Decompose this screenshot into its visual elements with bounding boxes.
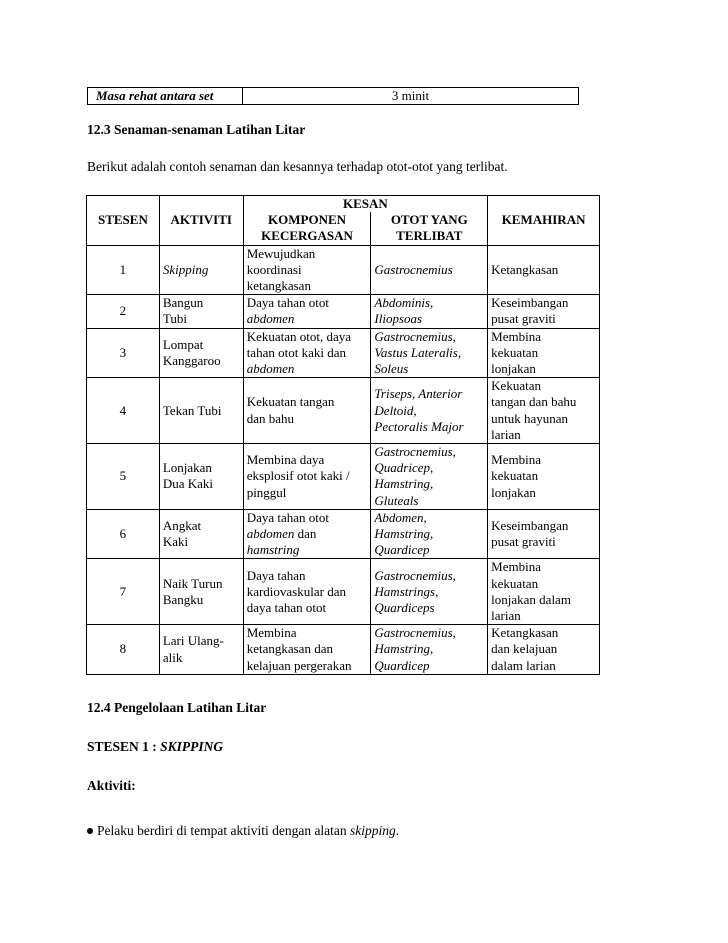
cell-otot: Abdomen, Hamstring, Quardicep: [371, 509, 488, 559]
cell-otot: Gastrocnemius, Vastus Lateralis, Soleus: [371, 328, 488, 378]
cell-otot: Gastrocnemius, Hamstrings, Quardiceps: [371, 559, 488, 625]
table-row: [87, 559, 600, 625]
cell-kemahiran: Ketangkasan dan kelajuan dalam larian: [488, 625, 600, 675]
cell-stesen: 6: [87, 509, 160, 559]
cell-komponen: Kekuatan tangan dan bahu: [243, 378, 371, 444]
cell-komponen: Daya tahan kardiovaskular dan daya tahan otot: [243, 559, 371, 625]
cell-aktiviti: Lompat Kanggaroo: [159, 328, 243, 378]
cell-komponen: Daya tahan otot abdomen: [243, 295, 371, 328]
header-otot: OTOT YANG TERLIBAT: [371, 212, 488, 245]
rest-label: Masa rehat antara set: [88, 88, 243, 105]
cell-aktiviti: Tekan Tubi: [159, 378, 243, 444]
header-komponen: KOMPONEN KECERGASAN: [243, 212, 371, 245]
table-row: [87, 245, 600, 295]
cell-aktiviti: Bangun Tubi: [159, 295, 243, 328]
cell-stesen: 8: [87, 625, 160, 675]
cell-stesen: 4: [87, 378, 160, 444]
cell-aktiviti: Angkat Kaki: [159, 509, 243, 559]
stesen-1-heading: STESEN 1 : SKIPPING: [87, 739, 224, 754]
bullet-icon: [87, 828, 93, 834]
table-row: [87, 509, 600, 559]
cell-aktiviti: Lari Ulang- alik: [159, 625, 243, 675]
cell-aktiviti: Lonjakan Dua Kaki: [159, 444, 243, 510]
cell-otot: Gastrocnemius: [371, 245, 488, 295]
cell-komponen: Daya tahan otot abdomen dan hamstring: [243, 509, 371, 559]
cell-aktiviti: Naik Turun Bangku: [159, 559, 243, 625]
cell-kemahiran: Membina kekuatan lonjakan: [488, 328, 600, 378]
cell-otot: Triseps, Anterior Deltoid, Pectoralis Major: [371, 378, 488, 444]
cell-kemahiran: Keseimbangan pusat graviti: [488, 295, 600, 328]
table-row: [87, 625, 600, 675]
cell-aktiviti: Skipping: [159, 245, 243, 295]
rest-time-table: [87, 87, 579, 105]
cell-kemahiran: Keseimbangan pusat graviti: [488, 509, 600, 559]
cell-stesen: 3: [87, 328, 160, 378]
header-kemahiran: KEMAHIRAN: [488, 196, 600, 246]
cell-kemahiran: Membina kekuatan lonjakan dalam larian: [488, 559, 600, 625]
cell-stesen: 5: [87, 444, 160, 510]
table-row: [87, 378, 600, 444]
table-row: [87, 328, 600, 378]
cell-kemahiran: Membina kekuatan lonjakan: [488, 444, 600, 510]
cell-otot: Gastrocnemius, Hamstring, Quardicep: [371, 625, 488, 675]
section-12-3-heading: 12.3 Senaman-senaman Latihan Litar: [87, 122, 306, 137]
bullet-item: Pelaku berdiri di tempat aktiviti dengan alatan skipping.: [87, 823, 399, 839]
header-kesan: KESAN: [243, 196, 487, 213]
cell-stesen: 7: [87, 559, 160, 625]
cell-stesen: 2: [87, 295, 160, 328]
header-aktiviti: AKTIVITI: [159, 196, 243, 246]
cell-otot: Gastrocnemius, Quadricep, Hamstring, Gluteals: [371, 444, 488, 510]
cell-kemahiran: Ketangkasan: [488, 245, 600, 295]
cell-komponen: Membina ketangkasan dan kelajuan pergerakan: [243, 625, 371, 675]
cell-otot: Abdominis, Iliopsoas: [371, 295, 488, 328]
table-row: [87, 295, 600, 328]
cell-kemahiran: Kekuatan tangan dan bahu untuk hayunan larian: [488, 378, 600, 444]
section-12-3-intro: Berikut adalah contoh senaman dan kesannya terhadap otot-otot yang terlibat.: [87, 159, 508, 174]
table-row: [87, 444, 600, 510]
rest-value: 3 minit: [243, 88, 579, 105]
cell-komponen: Membina daya eksplosif otot kaki / pinggul: [243, 444, 371, 510]
cell-komponen: Mewujudkan koordinasi ketangkasan: [243, 245, 371, 295]
aktiviti-label: Aktiviti:: [87, 778, 136, 793]
cell-stesen: 1: [87, 245, 160, 295]
exercise-table: [86, 195, 600, 675]
section-12-4-heading: 12.4 Pengelolaan Latihan Litar: [87, 700, 267, 715]
header-stesen: STESEN: [87, 196, 160, 246]
cell-komponen: Kekuatan otot, daya tahan otot kaki dan abdomen: [243, 328, 371, 378]
